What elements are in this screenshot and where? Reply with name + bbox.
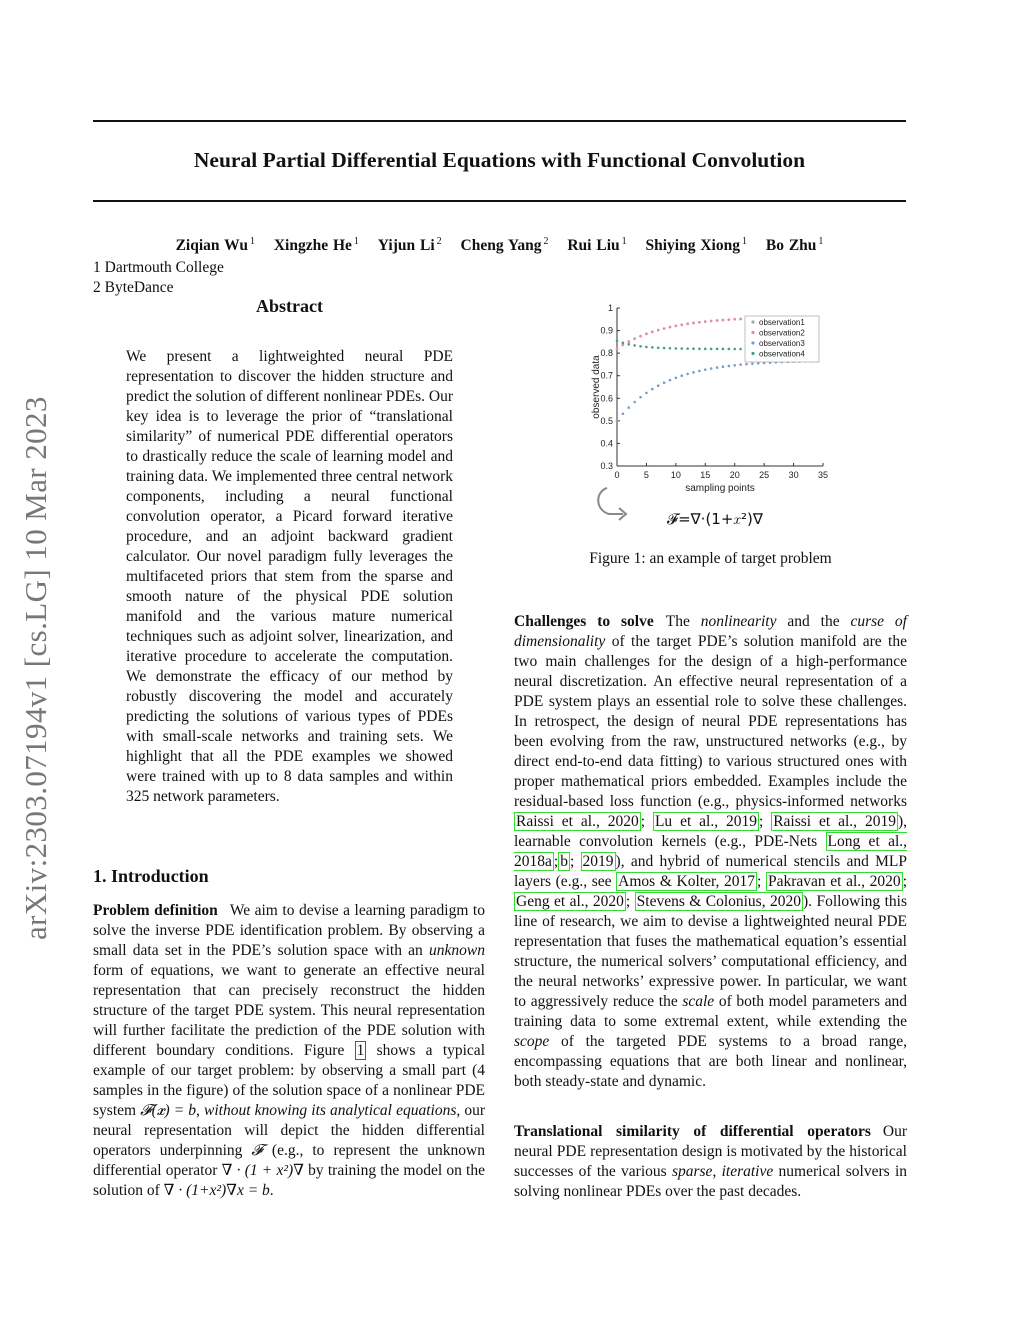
data-point: [739, 363, 742, 366]
data-point: [704, 320, 707, 323]
data-point: [722, 348, 725, 351]
data-point: [616, 339, 619, 342]
x-tick-label: 15: [700, 470, 711, 480]
y-tick-label: 0.9: [600, 325, 613, 336]
x-tick-label: 0: [614, 470, 620, 480]
data-point: [669, 347, 672, 350]
figure-1-link[interactable]: 1: [356, 1042, 365, 1059]
data-point: [698, 370, 701, 373]
data-point: [698, 347, 701, 350]
data-point: [633, 344, 636, 347]
math-inline: 𝓕: [251, 1142, 263, 1159]
citation-link[interactable]: Geng et al., 2020: [516, 893, 624, 910]
data-point: [627, 340, 630, 343]
intro-heading: 1. Introduction: [93, 866, 209, 886]
data-point: [669, 326, 672, 329]
x-tick-label: 10: [670, 470, 681, 480]
abstract-heading: Abstract: [256, 296, 323, 316]
citation-link[interactable]: Raissi et al., 2019: [773, 813, 896, 830]
data-point: [645, 392, 648, 395]
data-point: [680, 347, 683, 350]
data-point: [633, 401, 636, 404]
title-bottom-rule: [93, 200, 906, 202]
data-point: [716, 319, 719, 322]
data-point: [733, 348, 736, 351]
data-point: [675, 347, 678, 350]
data-point: [616, 420, 619, 423]
data-point: [669, 379, 672, 382]
abstract-text: We present a lightweighted neural PDE representation to discover the hidden structure and predict the solution of different nonlinear PDEs. Our key idea is to leverage the prior of “translational similarity” of numerical PDE differential operators to drastically reduce the scale of learning model and training data. We implemented three central network components, including a neural functional convolution operator, a Picard forward iterative procedure, and an adjoint backward gradient calculator. Our novel paradigm fully leverages the multifaceted priors that stem from the sparse and smooth nature of the physical PDE solution manifold and the various mature numerical techniques such as adjoint solver, linearization, and iterative procedure to accelerate the computation. We demonstrate the efficacy of our method by robustly discovering the model and accurately predicting the solutions of various types of PDEs with small-scale networks and training sets. We highlight that all the PDE examples we showed were trained with up to 8 data samples and within 325 network parameters.: [126, 348, 453, 805]
data-point: [616, 347, 619, 350]
data-point: [675, 325, 678, 328]
data-point: [645, 333, 648, 336]
data-point: [692, 322, 695, 325]
problem-definition-heading: Problem definition: [93, 902, 218, 919]
data-point: [627, 406, 630, 409]
citation-link[interactable]: Amos & Kolter, 2017: [618, 873, 756, 890]
math-inline: ∇ · (1+x²)∇x = b: [163, 1182, 270, 1199]
translational-heading: Translational similarity of differential operators: [514, 1123, 871, 1140]
data-point: [739, 348, 742, 351]
author: Ziqian Wu $^1$: [175, 236, 255, 254]
data-point: [680, 323, 683, 326]
y-tick-label: 0.5: [600, 415, 613, 426]
data-point: [680, 374, 683, 377]
y-tick-label: 0.8: [600, 348, 613, 359]
data-point: [657, 384, 660, 387]
author: Xingzhe He $^1$: [273, 236, 359, 254]
data-point: [686, 323, 689, 326]
data-point: [710, 367, 713, 370]
author-list: [93, 236, 906, 255]
data-point: [686, 347, 689, 350]
citation-link[interactable]: Lu et al., 2019: [654, 813, 757, 830]
data-point: [745, 363, 748, 366]
data-point: [657, 346, 660, 349]
data-point: [663, 347, 666, 350]
author: Bo Zhu $^1$: [765, 236, 824, 254]
data-point: [645, 346, 648, 349]
data-point: [651, 346, 654, 349]
problem-definition-paragraph: Problem definition We aim to devise a learning paradigm to solve the inverse PDE identification problem. By observing a small data set in the PDE’s solution space with an unknown form of equations, we want to generate an effective neural representation that can precisely reconstruct the hidden structure of the target PDE system. This neural representation will further facilitate the prediction of the PDE solution with different boundary conditions. Figure 1 shows a typical example of our target problem: by observing a small part (4 samples in the figure) of the solution space of a nonlinear PDE system 𝓕(𝒙) = b, without knowing its analytical equations, our neural representation will depict the hidden differential operators underpinning 𝓕 (e.g., to represent the unknown differential operator ∇ · (1 + x²)∇ by training the model on the solution of ∇ · (1+x²)∇x = b.: [93, 902, 486, 1199]
math-inline: ∇ · (1 + x²)∇: [221, 1162, 304, 1179]
data-point: [627, 343, 630, 346]
data-point: [657, 329, 660, 332]
rotate-arrow-icon: [598, 488, 626, 520]
legend-label: observation1: [759, 318, 805, 327]
author: Yijun Li $^2$: [377, 236, 442, 254]
data-point: [722, 365, 725, 368]
title-top-rule: [93, 120, 906, 122]
data-point: [639, 345, 642, 348]
citation-link[interactable]: 2019: [582, 853, 614, 870]
data-point: [663, 381, 666, 384]
math-inline: 𝓕(𝒙) = b: [140, 1102, 197, 1119]
data-point: [739, 318, 742, 321]
challenges-paragraph: Challenges to solve The nonlinearity and the curse of dimensionality of the target PDE’s solution manifold are the two main challenges for the design of a high-performance neural discretization. An effective neural representation of a PDE system plays an essential role to solve these challenges. In retrospect, the design of neural PDE representations has been evolving from the raw, unstructured networks (e.g., by direct end-to-end data fitting) to various structured ones with proper mathematical priors embedded. Examples include the residual-based loss function (e.g., physics-informed networks Raissi et al., 2020 ; Lu et al., 2019 ; Raissi et al., 2019 ), learnable convolution kernels (e.g., PDE-Nets Long et al., 2018a ; b ; 2019 ), and hybrid of numerical stencils and MLP layers (e.g., see Amos & Kolter, 2017 ; Pakravan et al., 2020 ; Geng et al., 2020 ; Stevens & Colonius, 2020 ). Following this line of research, we aim to devise a lightweighted neural PDE representation that fuses the mathematical equation’s essential structure, the numerical solvers’ computational efficiency, and the neural networks’ expressive power. In particular, we want to aggressively reduce the scale of both model parameters and training data to some extremal extent, while extending the scope of the targeted PDE systems to a broad range, encompassing equations that are both linear and nonlinear, both steady-state and dynamic.: [514, 613, 908, 1090]
data-point: [633, 337, 636, 340]
legend-label: observation4: [759, 349, 805, 359]
data-point: [639, 396, 642, 399]
legend-label: observation2: [759, 328, 805, 338]
data-point: [663, 327, 666, 330]
author: Rui Liu $^1$: [567, 236, 627, 254]
data-point: [622, 341, 625, 344]
citation-link[interactable]: Pakravan et al., 2020: [767, 873, 901, 890]
operator-label: 𝓕=∇·(1+𝑥²)∇: [667, 510, 763, 528]
citation-link[interactable]: Long et al., 2018a: [514, 833, 908, 870]
legend-marker: [751, 331, 754, 334]
y-tick-label: 1: [607, 303, 613, 313]
arxiv-stamp: arXiv:2303.07194v1 [cs.LG] 10 Mar 2023: [18, 396, 53, 940]
data-point: [710, 348, 713, 351]
figure-1-chart: [585, 300, 845, 540]
data-point: [686, 373, 689, 376]
legend-marker: [751, 352, 754, 355]
data-point: [716, 348, 719, 351]
data-point: [651, 331, 654, 334]
data-point: [692, 347, 695, 350]
legend-marker: [751, 320, 754, 323]
challenges-heading: Challenges to solve: [514, 613, 654, 630]
data-point: [733, 318, 736, 321]
x-tick-label: 35: [817, 470, 829, 480]
affiliation-2: 2 ByteDance: [93, 279, 174, 296]
x-tick-label: 25: [759, 470, 770, 480]
y-tick-label: 0.4: [600, 438, 613, 449]
affiliation-1: 1 Dartmouth College: [93, 259, 224, 276]
paper-title: Neural Partial Differential Equations with Functional Convolution: [193, 148, 806, 172]
data-point: [722, 319, 725, 322]
data-point: [728, 348, 731, 351]
data-point: [704, 368, 707, 371]
data-point: [757, 362, 760, 365]
y-axis-label: observed data: [591, 355, 602, 419]
figure-1-caption: Figure 1: an example of target problem: [589, 550, 832, 567]
data-point: [751, 362, 754, 365]
data-point: [651, 388, 654, 391]
x-tick-label: 5: [643, 470, 649, 480]
data-point: [710, 320, 713, 323]
data-point: [733, 364, 736, 367]
data-point: [704, 348, 707, 351]
x-tick-label: 20: [729, 470, 740, 480]
y-tick-label: 0.7: [600, 370, 613, 381]
author: Shiying Xiong $^1$: [645, 236, 747, 254]
author: Cheng Yang $^2$: [460, 236, 549, 254]
data-point: [692, 371, 695, 374]
y-tick-label: 0.3: [600, 461, 613, 471]
data-point: [728, 318, 731, 321]
translational-paragraph: Translational similarity of differential operators Our neural PDE representation design is motivated by the historical successes of the various sparse, iterative numerical solvers in solving nonlinear PDEs over the past decades.: [514, 1123, 907, 1200]
legend-label: observation3: [759, 339, 805, 348]
legend-marker: [751, 341, 754, 344]
data-point: [728, 365, 731, 368]
data-point: [622, 413, 625, 416]
citation-link[interactable]: Raissi et al., 2020: [516, 813, 639, 830]
x-tick-label: 30: [788, 470, 799, 480]
x-axis-label: sampling points: [685, 483, 755, 494]
data-point: [716, 366, 719, 369]
data-point: [698, 321, 701, 324]
data-point: [675, 376, 678, 379]
citation-link[interactable]: b: [560, 853, 568, 870]
citation-link[interactable]: Stevens & Colonius, 2020: [636, 893, 801, 910]
data-point: [639, 335, 642, 338]
y-tick-label: 0.6: [600, 393, 613, 404]
